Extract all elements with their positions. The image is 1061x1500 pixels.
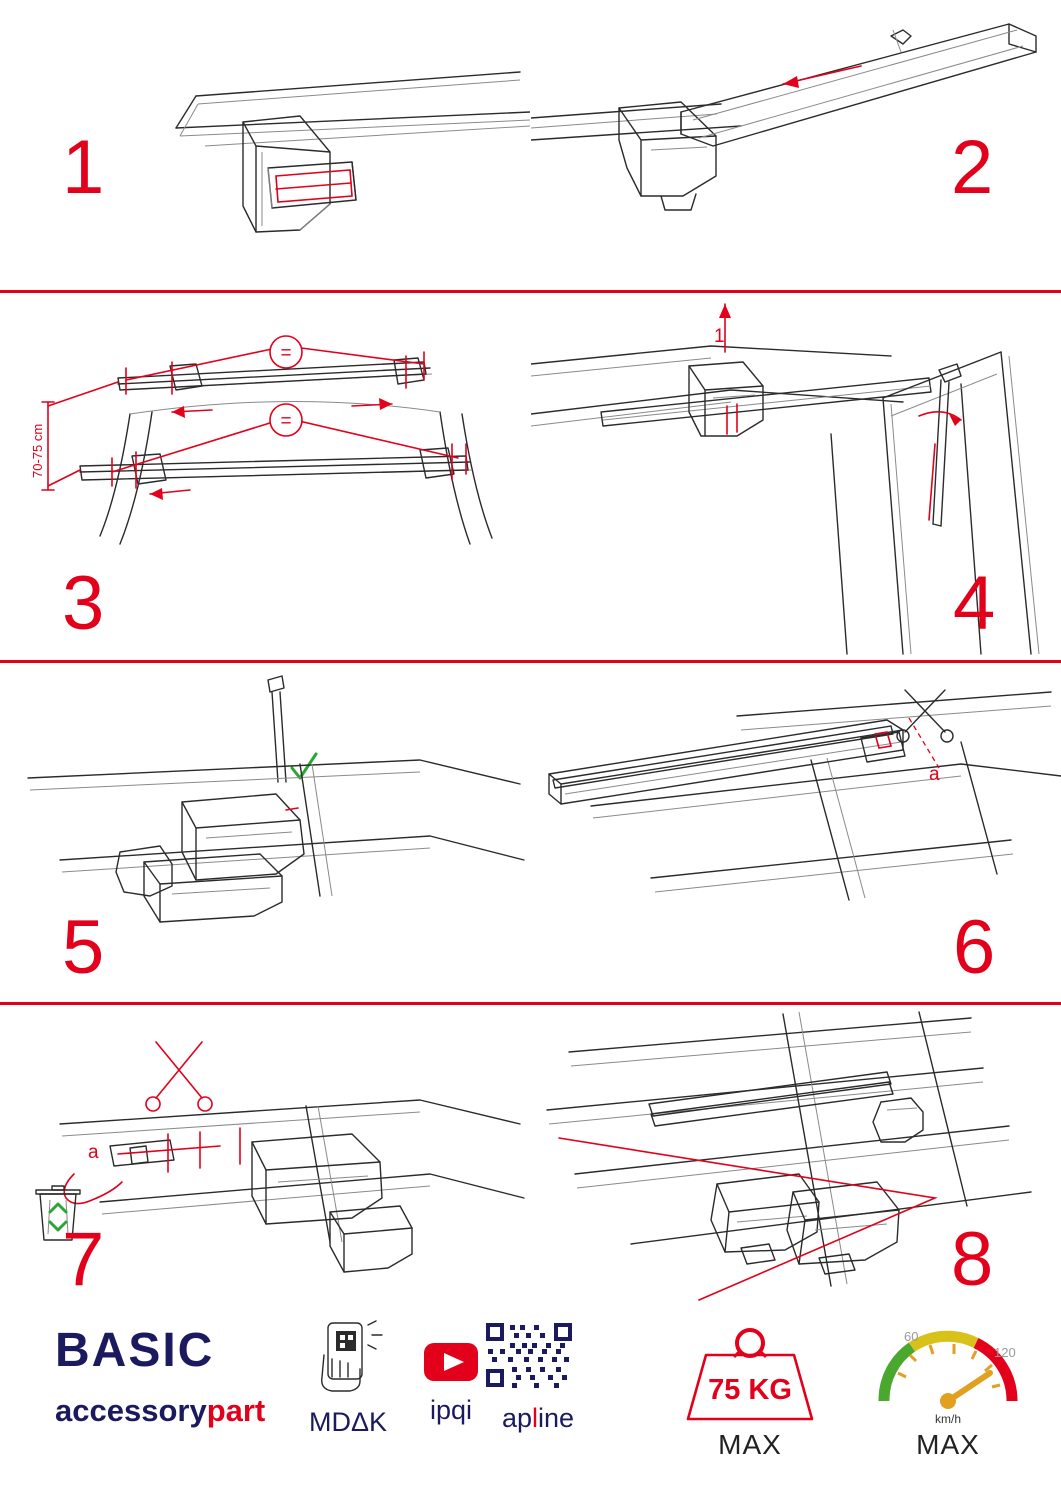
svg-text:=: = (280, 411, 292, 432)
divider-row-2 (0, 660, 1061, 663)
speedometer-icon (858, 1311, 1038, 1429)
step-2-number: 2 (951, 125, 994, 210)
brand-block (55, 1325, 285, 1431)
step-7-panel (0, 1006, 530, 1306)
step-7-number: 7 (62, 1217, 105, 1302)
svg-text:a: a (929, 764, 940, 785)
step-4-number: 4 (953, 561, 996, 646)
svg-text:1: 1 (714, 326, 725, 347)
apline-part-3: ine (538, 1403, 575, 1433)
apline-part-2: l (532, 1403, 538, 1433)
mdak-part-2: Δ (350, 1407, 370, 1437)
speed-unit-label: km/h (934, 1412, 962, 1426)
brand-accessory-text: accessory (55, 1393, 207, 1428)
svg-text:120: 120 (994, 1345, 1016, 1360)
logo-apline-label (468, 1403, 608, 1434)
mdak-part-3: K (369, 1407, 388, 1437)
max-speed-block (858, 1311, 1038, 1461)
max-load-block (660, 1311, 840, 1461)
step-1-panel (0, 0, 530, 288)
logo-mdak-label (288, 1407, 408, 1438)
mdak-part-1: MD (308, 1407, 351, 1437)
logo-mdak[interactable] (288, 1319, 408, 1438)
logo-apline[interactable] (468, 1319, 608, 1434)
footer (0, 1305, 1061, 1500)
step-1-number: 1 (62, 125, 105, 210)
apline-part-1: ap (501, 1403, 532, 1433)
svg-text:a: a (88, 1142, 99, 1163)
svg-text:60: 60 (904, 1329, 919, 1344)
max-load-value: 75 KG (708, 1374, 792, 1406)
qr-code-icon (468, 1319, 608, 1393)
step-3-number: 3 (62, 561, 105, 646)
brand-accessorypart-label (55, 1391, 285, 1431)
step-5-number: 5 (62, 905, 105, 990)
step-5-panel (0, 664, 530, 1000)
step-8-panel (531, 1006, 1061, 1306)
step-3-panel (0, 294, 530, 658)
hand-qr-scan-icon (288, 1319, 408, 1397)
divider-row-3 (0, 1002, 1061, 1005)
max-load-caption: MAX (718, 1429, 782, 1460)
step-6-panel (531, 664, 1061, 1000)
step-4-panel (531, 294, 1061, 658)
logo-ipqi-label: ipqi (429, 1395, 473, 1425)
brand-part-text: part (206, 1393, 266, 1428)
step-2-panel (531, 0, 1061, 288)
divider-row-1 (0, 290, 1061, 293)
step-6-number: 6 (953, 905, 996, 990)
svg-text:70-75 cm: 70-75 cm (30, 423, 45, 478)
svg-text:=: = (280, 343, 292, 364)
weight-icon (660, 1311, 840, 1429)
brand-basic-label: BASIC (55, 1324, 215, 1377)
max-speed-caption: MAX (916, 1429, 980, 1460)
step-8-number: 8 (951, 1217, 994, 1302)
